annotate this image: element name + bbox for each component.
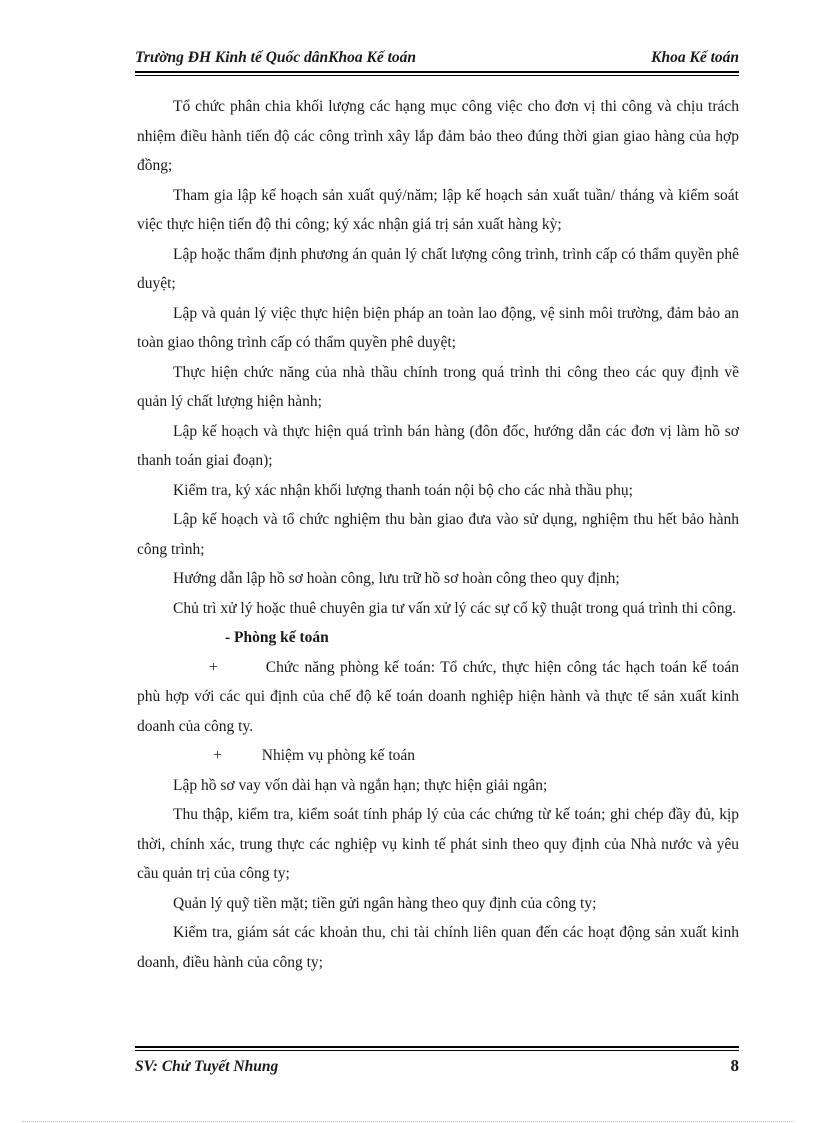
header-university: Trường ĐH Kinh tế Quốc dânKhoa Kế toán (135, 49, 417, 66)
page-bottom-edge (22, 1121, 794, 1122)
function-bullet: + (209, 658, 218, 676)
paragraph: Tham gia lập kế hoạch sản xuất quý/năm; lập kế hoạch sản xuất tuần/ tháng và kiểm soát việc thực hiện tiến độ thi công; ký xác nhận giá trị sản xuất hàng kỳ; (137, 186, 739, 233)
function-text: Chức năng phòng kế toán: Tổ chức, thực hiện công tác hạch toán kế toán phù hợp với các qui định của chế độ kế toán doanh nghiệp hiện hành và thực tế sản xuất kinh doanh của công ty. (137, 658, 739, 735)
duty-paragraph: Lập hồ sơ vay vốn dài hạn và ngắn hạn; thực hiện giải ngân; (173, 776, 548, 794)
paragraph: Hướng dẫn lập hồ sơ hoàn công, lưu trữ hồ sơ hoàn công theo quy định; (173, 570, 620, 587)
footer-rule-thin (135, 1050, 739, 1051)
paragraph: Chủ trì xử lý hoặc thuê chuyên gia tư vấn xử lý các sự cố kỹ thuật trong quá trình thi công. (173, 599, 737, 617)
duty-paragraph: Kiểm tra, giám sát các khoản thu, chi tài chính liên quan đến các hoạt động sản xuất kinh doanh, điều hành của công ty; (137, 924, 739, 971)
duties-label: Nhiệm vụ phòng kế toán (261, 747, 416, 764)
duty-paragraph: Quản lý quỹ tiền mặt; tiền gửi ngân hàng theo quy định của công ty; (173, 894, 597, 912)
paragraph: Lập và quản lý việc thực hiện biện pháp an toàn lao động, vệ sinh môi trường, đảm bảo an toàn giao thông trình cấp có thẩm quyền phê duyệt; (137, 304, 739, 351)
paragraph: Lập hoặc thẩm định phương án quản lý chất lượng công trình, trình cấp có thẩm quyền phê duyệt; (137, 245, 739, 292)
header-rule-thin (135, 75, 739, 76)
paragraph: Kiểm tra, ký xác nhận khối lượng thanh toán nội bộ cho các nhà thầu phụ; (173, 481, 633, 499)
page-number: 8 (730, 1056, 739, 1075)
header-rule-thick (135, 71, 739, 73)
duties-bullet: + (213, 747, 222, 764)
footer-author: SV: Chử Tuyết Nhung (135, 1058, 279, 1075)
duty-paragraph: Thu thập, kiểm tra, kiểm soát tính pháp lý của các chứng từ kế toán; ghi chép đầy đủ, kịp thời, chính xác, trung thực các nghiệp vụ kinh tế phát sinh theo quy định của Nhà nước và yêu cầu quản trị của công ty; (137, 806, 739, 882)
paragraph: Tổ chức phân chia khối lượng các hạng mục công việc cho đơn vị thi công và chịu trách nhiệm điều hành tiến độ các công trình xây lắp đảm bảo theo đúng thời gian giao hàng của hợp đồng; (137, 98, 739, 174)
paragraph: Lập kế hoạch và tổ chức nghiệm thu bàn giao đưa vào sử dụng, nghiệm thu hết bảo hành công trình; (137, 511, 739, 558)
page-header (135, 49, 739, 71)
paragraph: Lập kế hoạch và thực hiện quá trình bán hàng (đôn đốc, hướng dẫn các đơn vị làm hồ sơ thanh toán giai đoạn); (137, 422, 739, 469)
duties-heading (137, 741, 739, 771)
header-department: Khoa Kế toán (651, 49, 739, 66)
paragraph: Thực hiện chức năng của nhà thầu chính trong quá trình thi công theo các quy định về quản lý chất lượng hiện hành; (137, 363, 739, 410)
footer-rule-thick (135, 1046, 739, 1048)
function-paragraph (137, 653, 739, 742)
section-heading: - Phòng kế toán (225, 629, 329, 646)
page-footer (135, 1056, 739, 1078)
document-body (137, 92, 739, 977)
